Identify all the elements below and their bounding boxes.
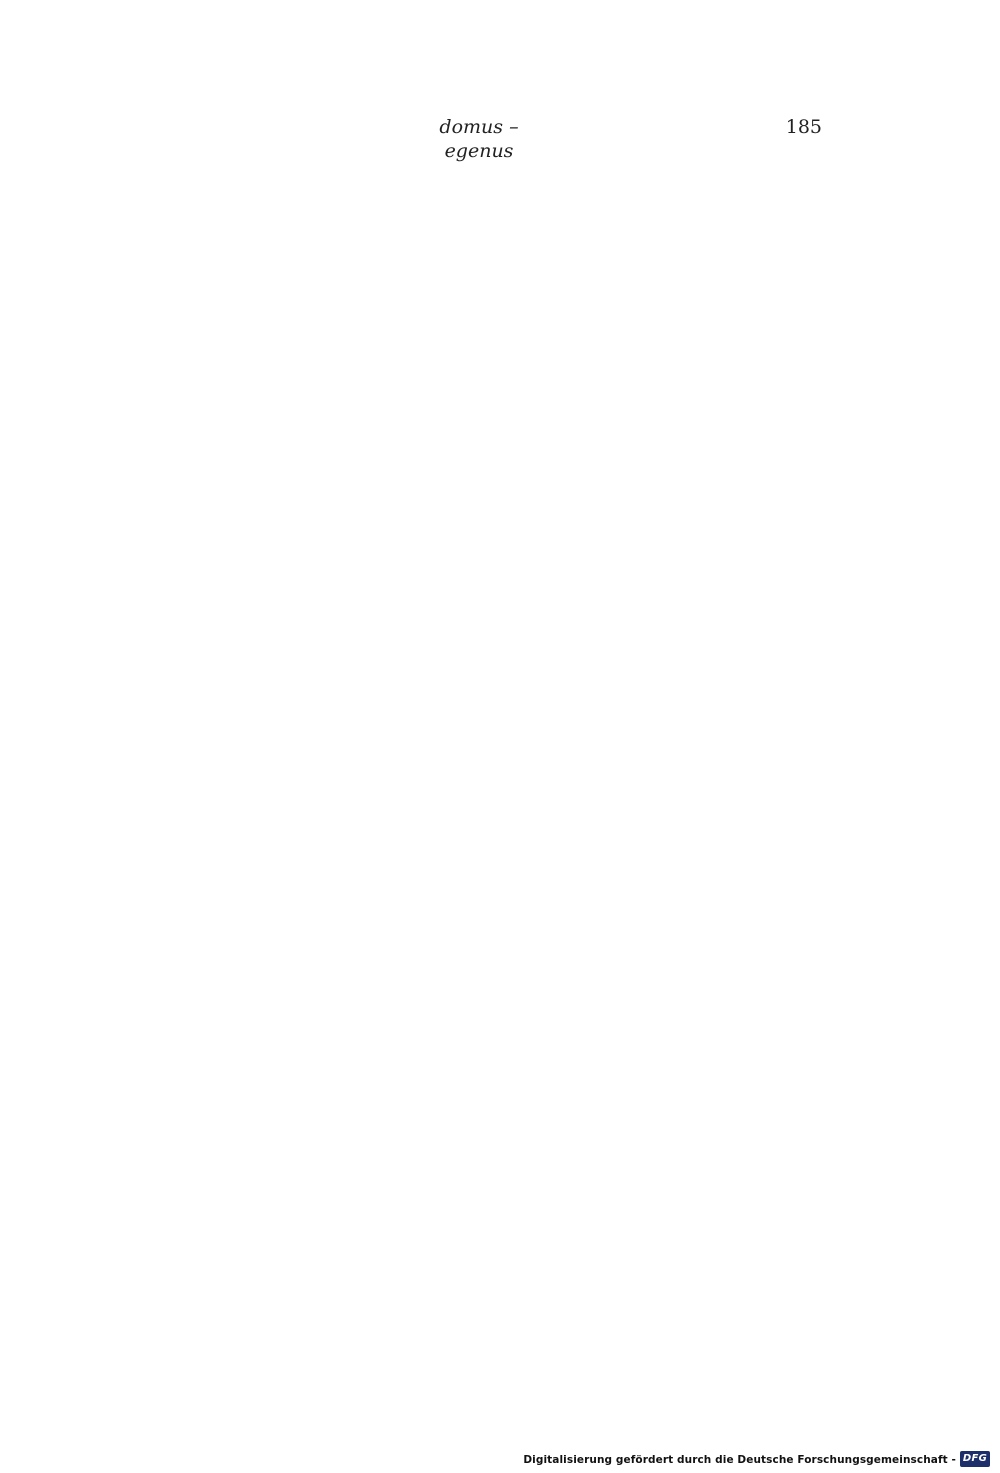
page-number: 185: [785, 116, 822, 138]
digitization-footer: [0, 1447, 1000, 1473]
running-head: [0, 115, 1000, 162]
right-index-column: [483, 158, 823, 1258]
footer-credit: Digitalisierung gefördert durch die Deutsche Forschungsgemeinschaft -: [523, 1454, 956, 1466]
dfg-logo: DFG: [960, 1451, 990, 1467]
running-title: domus – egenus: [439, 116, 519, 162]
left-index-column: [153, 158, 465, 1258]
